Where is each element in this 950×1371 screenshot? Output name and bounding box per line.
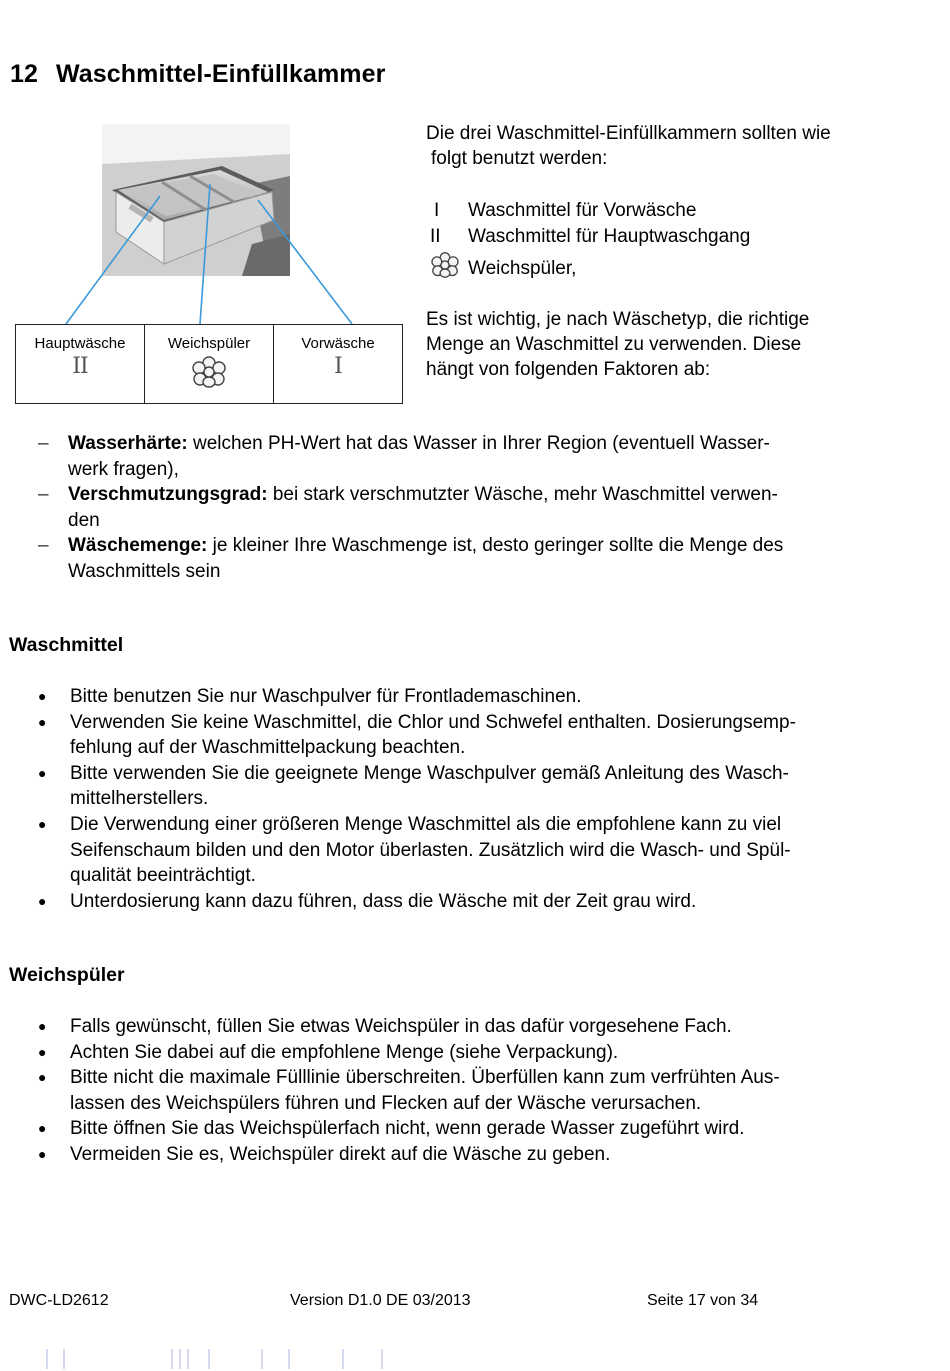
scan-marks: [0, 1345, 950, 1371]
factor-item: – Verschmutzungsgrad: bei stark verschmutzter Wäsche, mehr Waschmittel verwen- den: [38, 484, 778, 531]
usage-item: [426, 224, 750, 250]
list-item: ● Vermeiden Sie es, Weichspüler direkt auf die Wäsche zu geben.: [38, 1143, 611, 1165]
paragraph-line: hängt von folgenden Faktoren ab:: [426, 359, 711, 380]
compartment-cell-weichspueler: [145, 325, 274, 403]
usage-text: Weichspüler,: [468, 258, 577, 279]
list-item: ● Die Verwendung einer größeren Menge Waschmittel als die empfohlene kann zu viel Seifenschaum bilden und den Motor überlasten. Zusätzlich wird die Wasch- und Spül- qualität beeinträchtigt.: [38, 813, 791, 887]
factor-item: – Wäschemenge: je kleiner Ihre Waschmenge ist, desto geringer sollte die Menge des Waschmittels sein: [38, 535, 784, 582]
compartment-cell-vorwaesche: [274, 325, 402, 403]
footer-model: DWC-LD2612: [9, 1292, 109, 1309]
compartment-label: Hauptwäsche: [34, 335, 126, 352]
compartment-symbol: II: [72, 354, 88, 379]
list-item: ● Bitte verwenden Sie die geeignete Menge Waschpulver gemäß Anleitung des Wasch- mittelherstellers.: [38, 762, 789, 810]
compartment-label: Weichspüler: [167, 335, 251, 352]
paragraph-line: Es ist wichtig, je nach Wäschetyp, die richtige: [426, 309, 810, 330]
factor-term: Wäschemenge:: [68, 535, 208, 556]
waschmittel-list: [36, 684, 916, 914]
usage-text: Waschmittel für Vorwäsche: [468, 200, 697, 221]
factor-list: [38, 431, 908, 584]
list-item: ● Falls gewünscht, füllen Sie etwas Weichspüler in das dafür vorgesehene Fach.: [38, 1016, 732, 1037]
usage-mark: I: [434, 200, 440, 221]
intro-text: [426, 121, 831, 171]
intro-line: folgt benutzt werden:: [431, 148, 608, 169]
factor-text: welchen PH-Wert hat das Wasser in Ihrer Region (eventuell Wasser-: [187, 433, 770, 454]
factor-text: bei stark verschmutzter Wäsche, mehr Waschmittel verwen-: [267, 484, 778, 505]
intro-paragraph: [426, 307, 809, 382]
factor-text: Waschmittels sein: [68, 560, 221, 582]
list-item: ● Bitte benutzen Sie nur Waschpulver für Frontlademaschinen.: [38, 686, 582, 707]
factor-text: den: [68, 509, 100, 531]
compartment-label: Vorwäsche: [301, 335, 375, 352]
factor-text: werk fragen),: [68, 458, 179, 480]
compartment-table: [15, 324, 403, 404]
list-item: ● Verwenden Sie keine Waschmittel, die Chlor und Schwefel enthalten. Dosierungsemp- fehlung auf der Waschmittelpackung beachten.: [38, 711, 796, 759]
usage-item: [426, 198, 750, 224]
flower-icon: [145, 356, 273, 394]
footer-page-number: Seite 17 von 34: [647, 1292, 759, 1309]
factor-text: je kleiner Ihre Waschmenge ist, desto geringer sollte die Menge des: [207, 535, 784, 556]
compartment-cell-hauptwaesche: [16, 325, 145, 403]
waschmittel-heading: Waschmittel: [9, 634, 124, 656]
weichspueler-heading: Weichspüler: [9, 964, 125, 986]
section-number: 12: [10, 60, 39, 88]
list-item: ● Bitte öffnen Sie das Weichspülerfach nicht, wenn gerade Wasser zugeführt wird.: [38, 1118, 745, 1140]
compartment-symbol: I: [334, 354, 342, 379]
usage-item: [426, 256, 750, 282]
factor-term: Wasserhärte:: [68, 433, 188, 454]
intro-line: Die drei Waschmittel-Einfüllkammern sollten wie: [426, 123, 831, 144]
section-title: Waschmittel-Einfüllkammer: [56, 60, 386, 88]
weichspueler-list: [36, 1014, 916, 1168]
list-item: ● Achten Sie dabei auf die empfohlene Menge (siehe Verpackung).: [38, 1041, 619, 1063]
usage-text: Waschmittel für Hauptwaschgang: [468, 226, 751, 247]
list-item: ● Bitte nicht die maximale Fülllinie überschreiten. Überfüllen kann zum verfrühten Aus- lassen des Weichspülers führen und Flecken auf der Wäsche verursachen.: [38, 1067, 780, 1114]
footer-version: Version D1.0 DE 03/2013: [290, 1292, 471, 1309]
list-item: ● Unterdosierung kann dazu führen, dass die Wäsche mit der Zeit grau wird.: [38, 890, 697, 912]
flower-icon: [426, 252, 468, 286]
paragraph-line: Menge an Waschmittel zu verwenden. Diese: [426, 334, 802, 355]
usage-mark: II: [430, 226, 441, 247]
factor-item: – Wasserhärte: welchen PH-Wert hat das Wasser in Ihrer Region (eventuell Wasser- werk fragen),: [38, 433, 770, 480]
compartment-usage-list: [426, 198, 750, 282]
factor-term: Verschmutzungsgrad:: [68, 484, 268, 505]
